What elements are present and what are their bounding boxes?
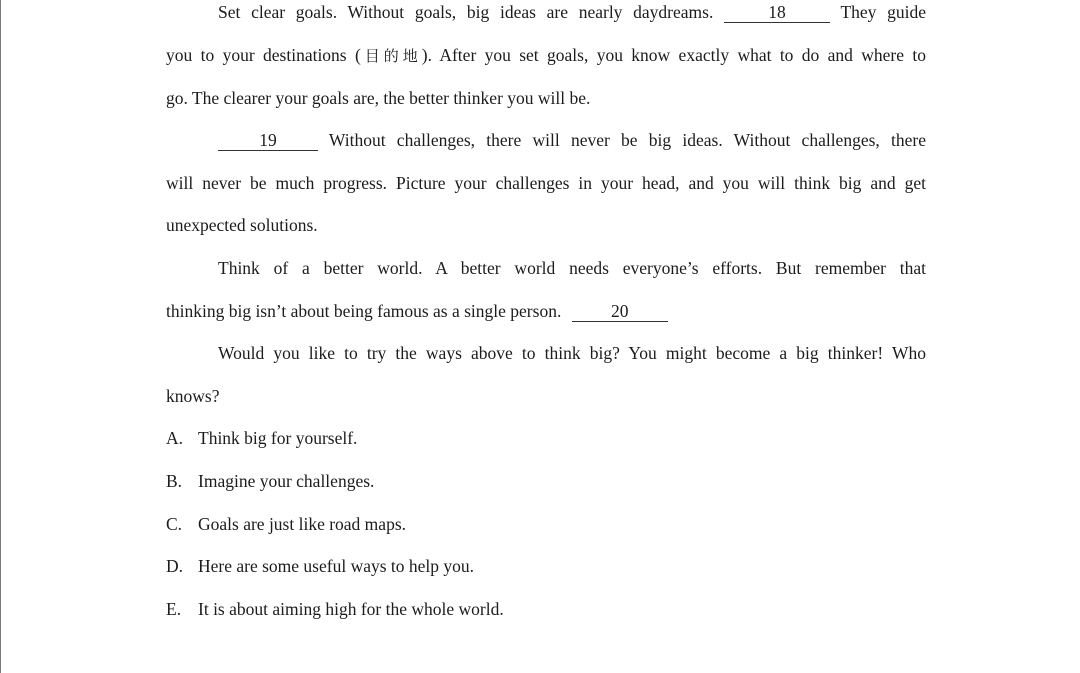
option-b [166, 469, 374, 493]
option-b-letter: B. [166, 471, 183, 491]
option-a-letter: A. [166, 428, 184, 448]
p3-line1: Think of a better world. A better world needs everyone’s efforts. But remember that [218, 258, 926, 278]
p2-line1 [218, 128, 926, 152]
p1-line1 [218, 0, 926, 24]
blank-18[interactable]: 18 [724, 2, 830, 23]
blank-19[interactable]: 19 [218, 130, 318, 151]
p2-line2: will never be much progress. Picture your challenges in your head, and you will think big and get [166, 173, 926, 193]
option-c [166, 512, 406, 536]
p1-line2-b: ). After you set goals, you know exactly what to do and where to [421, 45, 926, 65]
option-a-text: Think big for yourself. [198, 428, 358, 448]
option-a [166, 426, 357, 450]
p1-line2-cjk: 目的地 [360, 47, 422, 65]
option-d-text: Here are some useful ways to help you. [198, 556, 475, 576]
p1-line1-tail: They guide [840, 2, 927, 22]
p1-line2 [166, 43, 926, 68]
p2-line1-text: Without challenges, there will never be big ideas. Without challenges, there [328, 130, 926, 150]
p4-line1: Would you like to try the ways above to think big? You might become a big thinker! Who [218, 343, 926, 363]
option-b-text: Imagine your challenges. [198, 471, 375, 491]
option-c-text: Goals are just like road maps. [198, 514, 407, 534]
option-d-letter: D. [166, 556, 184, 576]
p3-line2 [166, 299, 668, 323]
option-e-letter: E. [166, 599, 182, 619]
p4-line2: knows? [166, 386, 220, 406]
p2-line3: unexpected solutions. [166, 215, 318, 235]
option-d [166, 554, 474, 578]
option-e [166, 597, 504, 621]
blank-20[interactable]: 20 [572, 301, 668, 322]
page-left-border [0, 0, 1, 673]
p3-line2-text: thinking big isn’t about being famous as a single person. [166, 301, 562, 321]
p1-line2-a: you to your destinations ( [166, 45, 361, 65]
p1-line1-text: Set clear goals. Without goals, big ideas are nearly daydreams. [218, 2, 714, 22]
option-e-text: It is about aiming high for the whole world. [198, 599, 504, 619]
option-c-letter: C. [166, 514, 183, 534]
p1-line3: go. The clearer your goals are, the better thinker you will be. [166, 88, 591, 108]
